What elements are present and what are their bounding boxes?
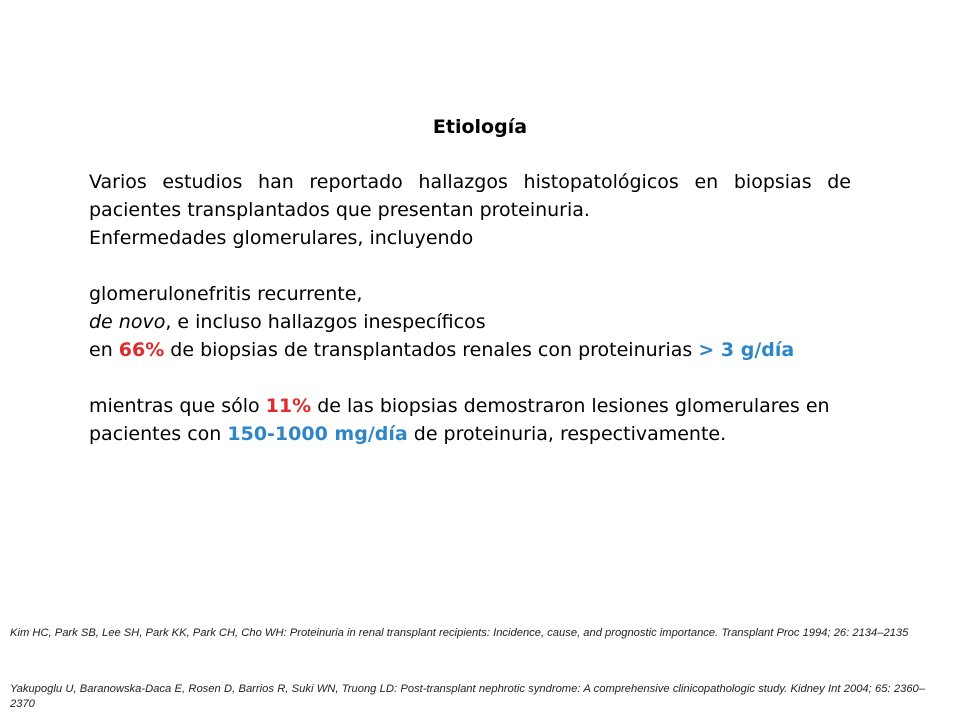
- percent-66: 66%: [118, 339, 165, 361]
- paragraph-studies: Varios estudios han reportado hallazgos histopatológicos en biopsias de pacientes transplantados que presentan proteinuria.: [89, 171, 851, 221]
- mientras-prefix: mientras que sólo: [89, 395, 266, 417]
- line-enfermedades: Enfermedades glomerulares, incluyendo: [89, 227, 474, 249]
- en-prefix: en: [89, 339, 119, 361]
- paragraph-11-percent: [89, 392, 851, 448]
- reference-kim: Kim HC, Park SB, Lee SH, Park KK, Park CH, Cho WH: Proteinuria in renal transplant recipients: Incidence, cause, and prognostic importance. Transplant Proc 1994; 26: 2134–2135: [10, 627, 909, 639]
- slide-title: Etiología: [432, 116, 528, 138]
- slide-body: [89, 168, 851, 448]
- mientras-suffix: de proteinuria, respectivamente.: [407, 423, 727, 445]
- percent-11: 11%: [265, 395, 312, 417]
- range-150-1000: 150-1000 mg/día: [227, 423, 408, 445]
- spacer: [89, 364, 851, 392]
- reference-yakupoglu: Yakupoglu U, Baranowska-Daca E, Rosen D, Barrios R, Suki WN, Truong LD: Post-transplant nephrotic syndrome: A comprehensive clinicopathologic study. Kidney Int 2004; 65: 2360– 2370: [10, 683, 925, 710]
- line-glomerulonefritis: glomerulonefritis recurrente,: [89, 283, 363, 305]
- line-66-percent: [89, 336, 851, 364]
- line-de-novo: [89, 308, 851, 336]
- threshold-3g: > 3 g/día: [698, 339, 795, 361]
- mientras-middle: de las biopsias demostraron lesiones glomerulares en pacientes con: [89, 395, 830, 445]
- en-middle: de biopsias de transplantados renales con proteinurias: [164, 339, 699, 361]
- spacer: [89, 252, 851, 280]
- de-novo-rest: , e incluso hallazgos inespecíficos: [165, 311, 486, 333]
- de-novo-italic: de novo: [89, 311, 166, 333]
